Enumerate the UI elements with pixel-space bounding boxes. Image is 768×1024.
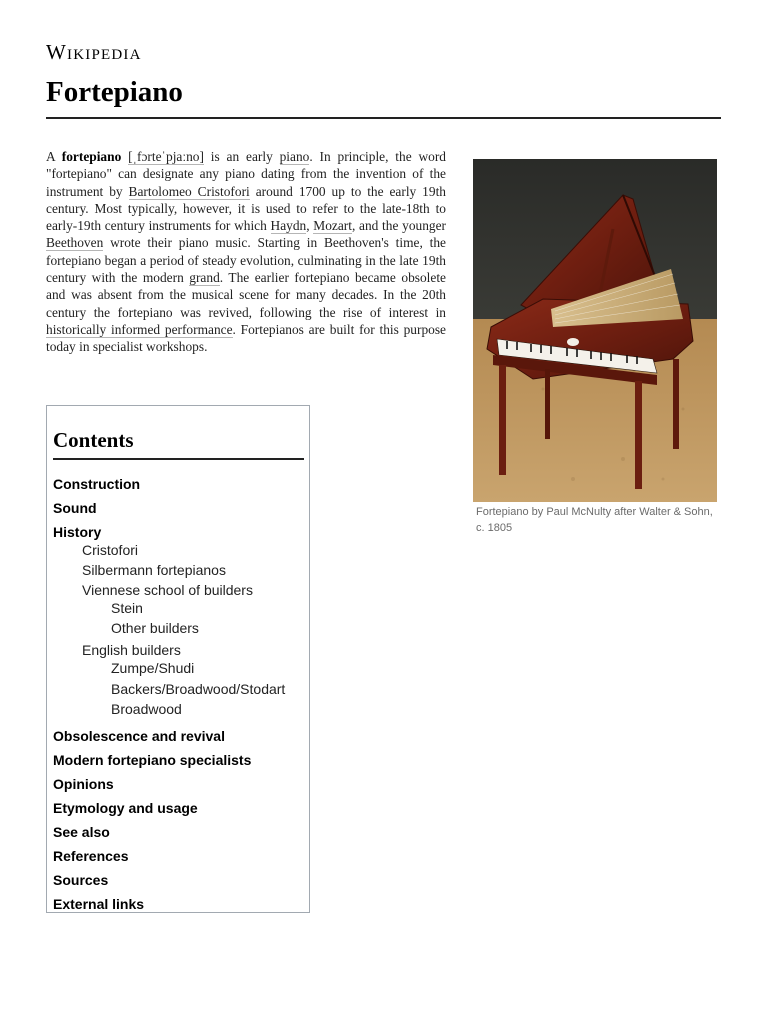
toc-item[interactable]: Opinions xyxy=(53,776,114,792)
toc-item[interactable]: Construction xyxy=(53,476,141,492)
page-title: Fortepiano xyxy=(46,76,183,108)
toc-item[interactable]: History xyxy=(53,524,102,540)
toc-item[interactable]: Zumpe/Shudi xyxy=(111,660,195,676)
toc-divider xyxy=(53,458,304,460)
toc-item[interactable]: Broadwood xyxy=(111,701,182,717)
article-link[interactable]: Haydn xyxy=(270,218,307,234)
lead-text: is an early xyxy=(203,149,280,164)
toc-item[interactable]: Obsolescence and revival xyxy=(53,728,225,744)
title-divider xyxy=(46,117,721,119)
toc-item[interactable]: Backers/Broadwood/Stodart xyxy=(111,681,286,697)
article-link[interactable]: [ˌfɔrteˈpjaːno] xyxy=(128,149,204,164)
toc-item[interactable]: Modern fortepiano specialists xyxy=(53,752,252,768)
toc-item[interactable]: External links xyxy=(53,896,145,912)
table-of-contents xyxy=(46,405,310,913)
lead-text: A xyxy=(46,149,62,164)
wordmark-text: Wikipedia xyxy=(46,40,142,64)
toc-item[interactable]: Etymology and usage xyxy=(53,800,198,816)
article-link[interactable]: Beethoven xyxy=(46,235,104,251)
lead-text: . The earlier fortepiano became obsolete and was absent from the musical scene for many decades. In the 20th century the fortepiano was revived, following the rise of interest in xyxy=(46,270,446,320)
fortepiano-photo[interactable] xyxy=(473,159,717,502)
lead-text: . In principle, the word "fortepiano" can designate any piano dating from the invention of the instrument by xyxy=(46,149,446,199)
toc-title: Contents xyxy=(53,428,134,452)
article-link[interactable]: grand xyxy=(189,270,220,286)
toc-item[interactable]: Other builders xyxy=(111,620,199,636)
figure-caption: Fortepiano by Paul McNulty after Walter & Sohn, c. 1805 xyxy=(476,506,713,534)
lead-paragraph xyxy=(46,148,446,356)
lead-text: , and the younger xyxy=(351,218,446,234)
article-link[interactable]: piano xyxy=(279,149,310,164)
infobox-figure xyxy=(473,159,717,536)
wikipedia-wordmark[interactable] xyxy=(46,40,142,65)
article-link[interactable]: Bartolomeo Cristofori xyxy=(128,183,250,199)
lead-text: around 1700 up to the early 19th century. Most typically, however, it is used to refer to the late-18th to early-19th century instruments for which xyxy=(46,183,446,234)
toc-item[interactable]: Silbermann fortepianos xyxy=(82,562,226,578)
toc-item[interactable]: Sources xyxy=(53,872,109,888)
article-subject: fortepiano xyxy=(61,149,122,164)
toc-item[interactable]: Cristofori xyxy=(82,542,139,558)
toc-item[interactable]: References xyxy=(53,848,129,864)
article-link[interactable]: historically informed performance xyxy=(46,321,233,337)
lead-text: . Fortepianos are built for this purpose today in specialist workshops. xyxy=(46,321,446,355)
toc-item[interactable]: Sound xyxy=(53,500,97,516)
toc-item[interactable]: English builders xyxy=(82,642,181,658)
toc-item[interactable]: Stein xyxy=(111,600,143,616)
article-link[interactable]: Mozart xyxy=(313,218,352,234)
lead-text: wrote their piano music. Starting in Beethoven's time, the fortepiano began a period of steady evolution, culminating in the late 19th century with the modern xyxy=(46,235,446,286)
lead-text: , xyxy=(306,218,314,234)
toc-item[interactable]: See also xyxy=(53,824,110,840)
toc-item[interactable]: Viennese school of builders xyxy=(82,582,253,598)
